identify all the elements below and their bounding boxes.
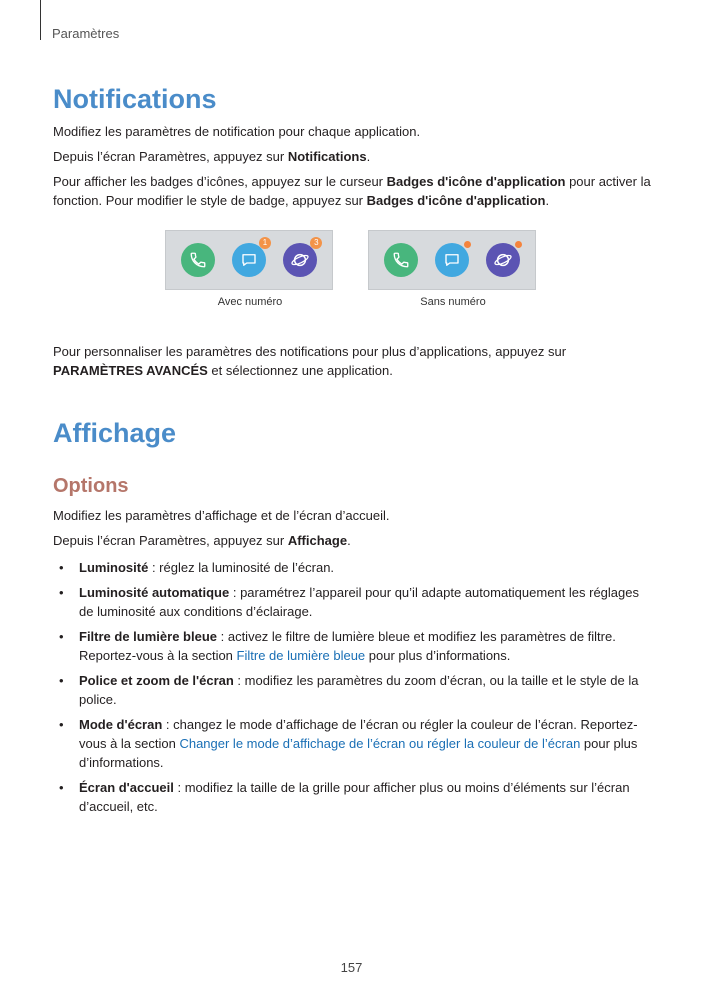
message-icon bbox=[435, 243, 469, 277]
figure-without-number bbox=[368, 230, 538, 308]
internet-icon bbox=[283, 238, 319, 277]
phone-icon bbox=[181, 243, 215, 277]
header-rule bbox=[40, 0, 41, 40]
bullet-icon: • bbox=[59, 780, 64, 795]
list-item: • Filtre de lumière bleue : activez le filtre de lumière bleue et modifiez les paramètres de filtre. Reportez-vous à la section Filtre de lumière bleue pour plus d’informations. bbox=[59, 629, 616, 663]
bullet-icon: • bbox=[59, 629, 64, 644]
bullet-icon: • bbox=[59, 673, 64, 688]
list-item: • Police et zoom de l'écran : modifiez les paramètres du zoom d’écran, ou la taille et le style de la police. bbox=[59, 673, 639, 707]
page-content bbox=[53, 80, 653, 822]
notifications-path: Depuis l’écran Paramètres, appuyez sur Notifications. bbox=[53, 149, 371, 164]
figure-caption: Avec numéro bbox=[217, 296, 283, 308]
notifications-intro: Modifiez les paramètres de notification pour chaque application. bbox=[53, 124, 421, 139]
badge-figures bbox=[53, 230, 653, 322]
affichage-intro: Modifiez les paramètres d’affichage et de l’écran d’accueil. bbox=[53, 508, 390, 523]
icon-panel bbox=[368, 230, 536, 290]
count-badge: 3 bbox=[310, 237, 322, 249]
dot-badge bbox=[515, 241, 522, 248]
dot-badge bbox=[464, 241, 471, 248]
list-item: • Écran d'accueil : modifiez la taille de la grille pour afficher plus ou moins d’éléments sur l’écran d’accueil, etc. bbox=[59, 780, 630, 814]
link-filtre-lumiere-bleue[interactable]: Filtre de lumière bleue bbox=[236, 648, 366, 663]
icon-panel bbox=[165, 230, 333, 290]
figure-caption: Sans numéro bbox=[420, 296, 486, 308]
running-header: Paramètres bbox=[52, 26, 120, 41]
affichage-path: Depuis l’écran Paramètres, appuyez sur Affichage. bbox=[53, 533, 351, 548]
count-badge: 1 bbox=[259, 237, 271, 249]
bullet-icon: • bbox=[59, 585, 64, 600]
figure-with-number bbox=[165, 230, 335, 308]
list-item: • Luminosité automatique : paramétrez l’appareil pour qu’il adapte automatiquement les réglages de luminosité aux conditions d’éclairage. bbox=[59, 585, 639, 619]
bullet-icon: • bbox=[59, 717, 64, 732]
options-list bbox=[53, 558, 653, 816]
page-number: 157 bbox=[340, 960, 363, 975]
options-subtitle: Options bbox=[53, 475, 129, 497]
affichage-title: Affichage bbox=[53, 418, 177, 448]
link-mode-affichage[interactable]: Changer le mode d’affichage de l’écran ou régler la couleur de l’écran bbox=[179, 736, 581, 751]
notifications-title: Notifications bbox=[53, 84, 217, 114]
notifications-advanced: Pour personnaliser les paramètres des notifications pour plus d’applications, appuyez sur PARAMÈTRES AVANCÉS et sélectionnez une application. bbox=[53, 344, 567, 378]
notifications-badges-text: Pour afficher les badges d’icônes, appuyez sur le curseur Badges d'icône d'application pour activer la fonction. Pour modifier le style de badge, appuyez sur Badges d'icône d'application. bbox=[53, 174, 651, 208]
internet-icon bbox=[486, 243, 520, 277]
message-icon bbox=[232, 238, 268, 277]
bullet-icon: • bbox=[59, 560, 64, 575]
phone-icon bbox=[384, 243, 418, 277]
list-item: • Mode d'écran : changez le mode d’affichage de l’écran ou régler la couleur de l’écran. Reportez-vous à la section Changer le mode d’affichage de l’écran ou régler la couleur de l’écran pour plus d’informations. bbox=[59, 717, 638, 770]
list-item: • Luminosité : réglez la luminosité de l’écran. bbox=[59, 560, 335, 575]
